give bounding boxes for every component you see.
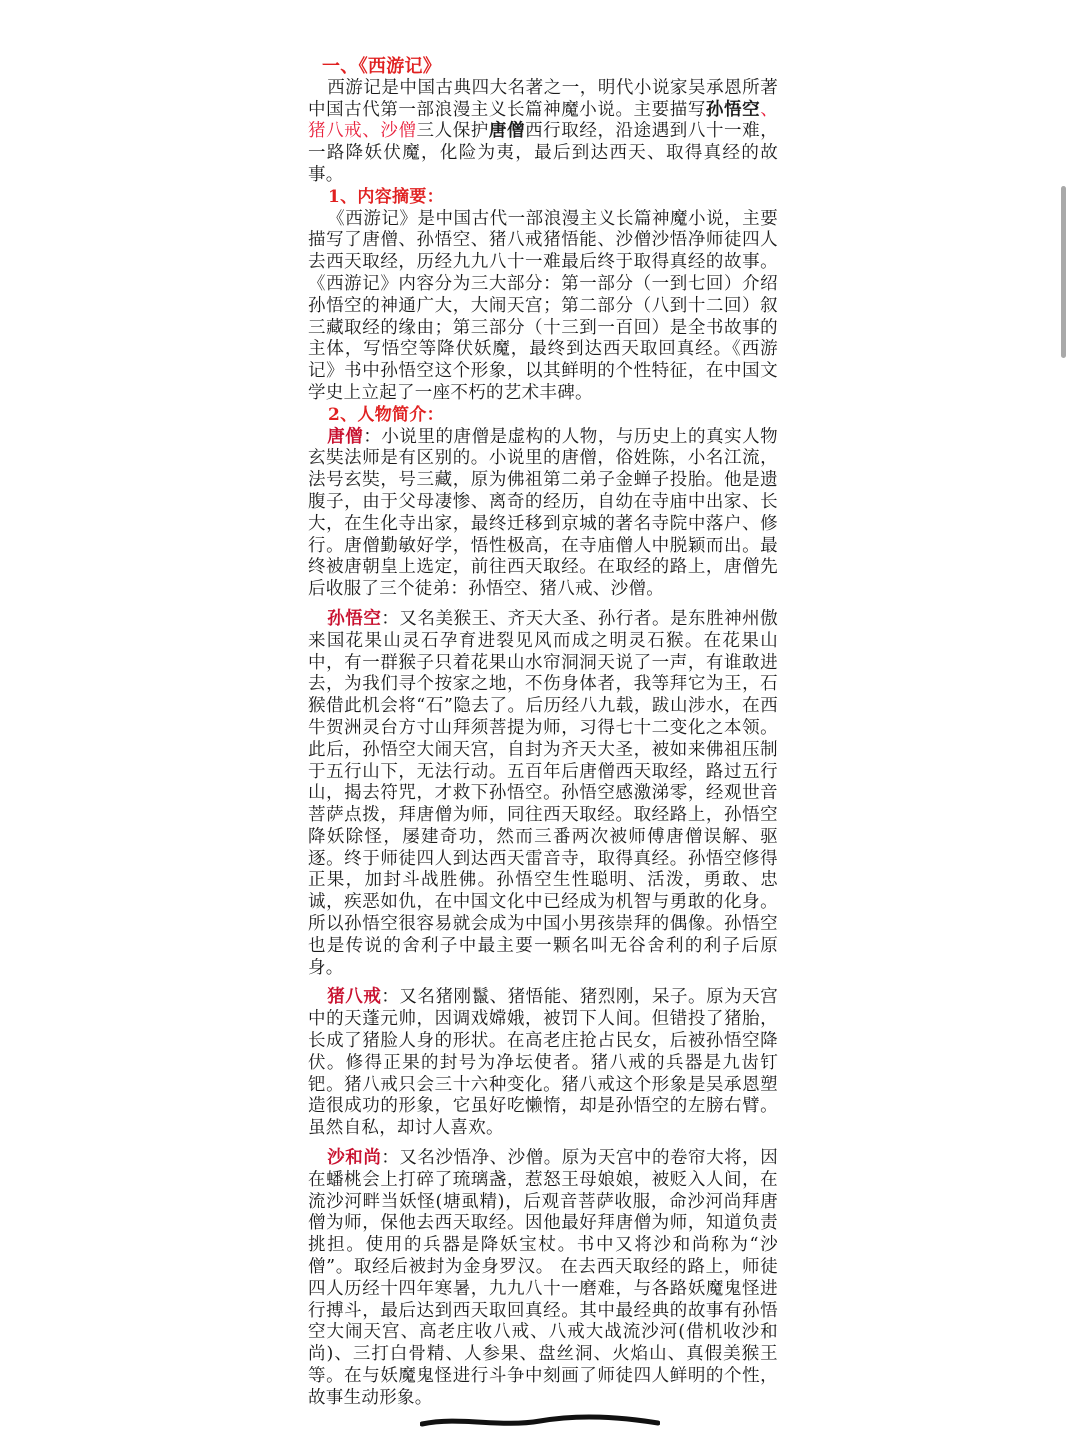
name-sha-seng: 沙僧: [380, 121, 417, 142]
intro-paragraph: [308, 78, 778, 187]
character-description: ：又名沙悟净、沙僧。原为天宫中的卷帘大将，因在蟠桃会上打碎了琉璃盏，惹怒王母娘娘，被贬入人间，在流沙河畔当妖怪(塘虱精)，后观音菩萨收服，命沙河尚拜唐僧为师，保他去西天取经。因他最好拜唐僧为师，知道负责挑担。使用的兵器是降妖宝杖。书中又将沙和尚称为“沙僧”。取经后被封为金身罗汉。 在去西天取经的路上，师徒四人历经十四年寒暑，九九八十一磨难，与各路妖魔鬼怪进行搏斗，最后达到西天取回真经。其中最经典的故事有孙悟空大闹天宫、高老庄收八戒、八戒大战流沙河(借机收沙和尚)、三打白骨精、人参果、盘丝洞、火焰山、真假美猴王等。在与妖魔鬼怪进行斗争中刻画了师徒四人鲜明的个性，故事生动形象。: [308, 1148, 778, 1408]
separator: 、: [362, 121, 381, 142]
character-entry: [308, 987, 778, 1140]
intro-text-1: 西游记是中国古典四大名著之一，明代小说家吴承恩所著中国古代第一部浪漫主义长篇神魔小说。主要描写: [308, 77, 778, 120]
character-entry: [308, 1148, 778, 1410]
intro-text-2: 三人保护: [416, 121, 489, 142]
summary-paragraph: 《西游记》是中国古代一部浪漫主义长篇神魔小说，主要描写了唐僧、孙悟空、猪八戒猪悟能、沙僧沙悟净师徒四人去西天取经，历经九九八十一难最后终于取得真经的故事。《西游记》内容分为三大部分：第一部分（一到七回）介绍孙悟空的神通广大，大闹天宫；第二部分（八到十二回）叙三藏取经的缘由；第三部分（十三到一百回）是全书故事的主体，写悟空等降伏妖魔，最终到达西天取回真经。《西游记》书中孙悟空这个形象，以其鲜明的个性特征，在中国文学史上立起了一座不朽的艺术丰碑。: [308, 208, 778, 403]
section-title-characters: 2、人物简介：: [328, 404, 444, 425]
character-description: ：小说里的唐僧是虚构的人物，与历史上的真实人物玄奘法师是有区别的。小说里的唐僧，俗姓陈，小名江流，法号玄奘，号三藏，原为佛祖第二弟子金蝉子投胎。他是遗腹子，由于父母凄惨、离奇的经历，自幼在寺庙中出家、长大，在生化寺出家，最终迁移到京城的著名寺院中落户、修行。唐僧勤敏好学，悟性极高，在寺庙僧人中脱颖而出。最终被唐朝皇上选定，前往西天取经。在取经的路上，唐僧先后收服了三个徒弟：孙悟空、猪八戒、沙僧。: [308, 426, 778, 600]
document-body: [308, 56, 778, 1410]
character-entry: [308, 609, 778, 980]
character-name: 猪八戒: [327, 987, 382, 1008]
separator: 、: [760, 99, 778, 120]
character-name: 孙悟空: [327, 608, 382, 629]
intro-text-3: 西行取经，沿途遇到八十一难，一路降妖伏魔，化险为夷，最后到达西天、取得真经的故事。: [308, 121, 779, 185]
vertical-scrollbar[interactable]: [1061, 186, 1066, 358]
page-title: 一、《西游记》: [322, 56, 442, 77]
name-sun-wukong: 孙悟空: [705, 99, 761, 120]
name-zhu-bajie: 猪八戒: [308, 121, 363, 142]
character-entry: [308, 427, 778, 601]
section-title-summary: 1、内容摘要：: [328, 186, 444, 207]
character-name: 唐僧: [327, 426, 364, 447]
name-tang-seng: 唐僧: [488, 121, 526, 142]
character-description: ：又名美猴王、齐天大圣、孙行者。是东胜神州傲来国花果山灵石孕育进裂见风而成之明灵石猴。在花果山中，有一群猴子只着花果山水帘洞洞天说了一声，有谁敢进去，为我们寻个按家之地，不伤身体者，我等拜它为王，石猴借此机会将“石”隐去了。后历经八九载，跋山涉水，在西牛贺洲灵台方寸山拜须菩提为师，习得七十二变化之本领。此后，孙悟空大闹天宫，自封为齐天大圣，被如来佛祖压制于五行山下，无法行动。五百年后唐僧西天取经，路过五行山，揭去符咒，才救下孙悟空。孙悟空感激涕零，经观世音菩萨点拨，拜唐僧为师，同往西天取经。取经路上，孙悟空降妖除怪，屡建奇功，然而三番两次被师傅唐僧误解、驱逐。终于师徒四人到达西天雷音寺，取得真经。孙悟空修得正果，加封斗战胜佛。孙悟空生性聪明、活泼，勇敢、忠诚，疾恶如仇，在中国文化中已经成为机智与勇敢的化身。所以孙悟空很容易就会成为中国小男孩崇拜的偶像。孙悟空也是传说的舍利子中最主要一颗名叫无谷舍利的利子后原身。: [308, 608, 778, 978]
character-name: 沙和尚: [327, 1148, 382, 1169]
character-description: ：又名猪刚鬣、猪悟能、猪烈刚，呆子。原为天宫中的天蓬元帅，因调戏嫦娥，被罚下人间。但错投了猪胎，长成了猪脸人身的形状。在高老庄抢占民女，后被孙悟空降伏。修得正果的封号为净坛使者。猪八戒的兵器是九齿钉钯。猪八戒只会三十六种变化。猪八戒这个形象是吴承恩塑造很成功的形象，它虽好吃懒惰，却是孙悟空的左膀右臂。虽然自私，却讨人喜欢。: [308, 987, 778, 1139]
bottom-edge: [300, 1428, 790, 1440]
